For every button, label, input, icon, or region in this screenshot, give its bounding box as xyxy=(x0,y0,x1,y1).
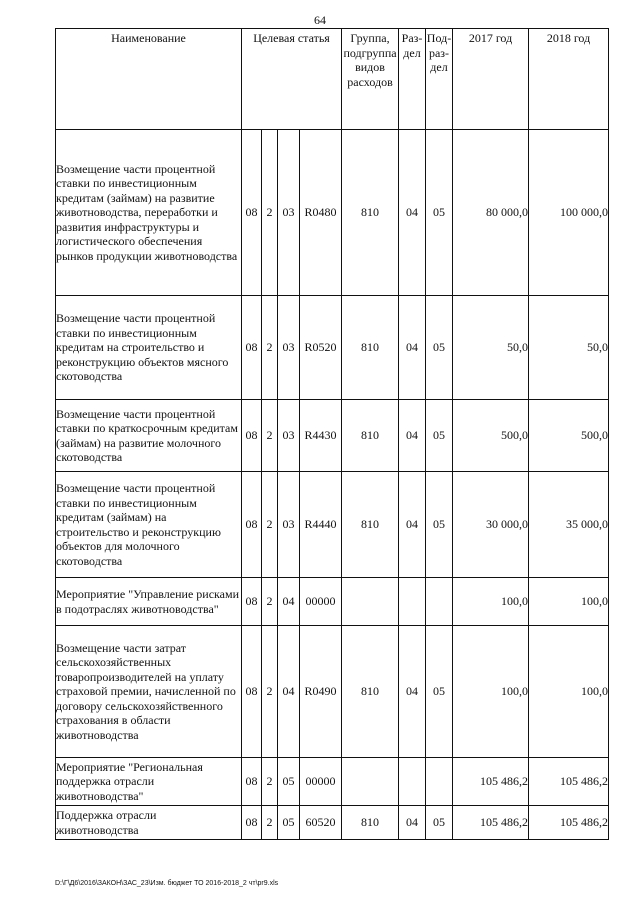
table-row xyxy=(56,806,609,840)
target-part1: 08 xyxy=(242,472,262,578)
target-part4: 00000 xyxy=(300,578,342,626)
row-subsection: 05 xyxy=(426,806,453,840)
target-part3: 04 xyxy=(278,626,300,758)
target-part2: 2 xyxy=(262,130,278,296)
target-part2: 2 xyxy=(262,296,278,400)
row-section: 04 xyxy=(399,296,426,400)
target-part2: 2 xyxy=(262,806,278,840)
row-2018: 105 486,2 xyxy=(529,806,609,840)
target-part3: 03 xyxy=(278,472,300,578)
row-2017: 100,0 xyxy=(453,578,529,626)
row-name: Поддержка отрасли животноводства xyxy=(56,806,242,840)
target-part1: 08 xyxy=(242,758,262,806)
header-2017: 2017 год xyxy=(453,29,529,130)
row-2017: 500,0 xyxy=(453,400,529,472)
row-group: 810 xyxy=(342,472,399,578)
row-section xyxy=(399,758,426,806)
row-group: 810 xyxy=(342,626,399,758)
row-group: 810 xyxy=(342,130,399,296)
target-part4: R0490 xyxy=(300,626,342,758)
row-2018: 100 000,0 xyxy=(529,130,609,296)
target-part4: R4440 xyxy=(300,472,342,578)
target-part3: 05 xyxy=(278,806,300,840)
header-subsection: Под-раз-дел xyxy=(426,29,453,130)
row-group xyxy=(342,578,399,626)
row-subsection: 05 xyxy=(426,626,453,758)
header-target: Целевая статья xyxy=(242,29,342,130)
header-2018: 2018 год xyxy=(529,29,609,130)
target-part3: 03 xyxy=(278,400,300,472)
target-part1: 08 xyxy=(242,626,262,758)
row-subsection xyxy=(426,758,453,806)
table-row xyxy=(56,578,609,626)
row-2018: 35 000,0 xyxy=(529,472,609,578)
header-section: Раз-дел xyxy=(399,29,426,130)
target-part3: 04 xyxy=(278,578,300,626)
table-row xyxy=(56,400,609,472)
target-part2: 2 xyxy=(262,578,278,626)
row-name: Мероприятие "Управление рисками в подотраслях животноводства" xyxy=(56,578,242,626)
row-subsection: 05 xyxy=(426,400,453,472)
row-group: 810 xyxy=(342,400,399,472)
row-name: Возмещение части процентной ставки по краткосрочным кредитам (займам) на развитие молочного скотоводства xyxy=(56,400,242,472)
target-part2: 2 xyxy=(262,400,278,472)
row-2018: 100,0 xyxy=(529,626,609,758)
row-name: Возмещение части процентной ставки по инвестиционным кредитам (займам) на строительство и реконструкцию объектов для молочного скотоводства xyxy=(56,472,242,578)
row-subsection: 05 xyxy=(426,472,453,578)
budget-table xyxy=(55,28,609,840)
row-subsection xyxy=(426,578,453,626)
target-part3: 03 xyxy=(278,296,300,400)
row-2017: 50,0 xyxy=(453,296,529,400)
row-name: Возмещение части затрат сельскохозяйственных товаропроизводителей на уплату страховой премии, начисленной по договору сельскохозяйственного страхования в области животноводства xyxy=(56,626,242,758)
row-subsection: 05 xyxy=(426,130,453,296)
row-section: 04 xyxy=(399,400,426,472)
table-row xyxy=(56,626,609,758)
table-row xyxy=(56,130,609,296)
row-group: 810 xyxy=(342,806,399,840)
table-row xyxy=(56,472,609,578)
row-section: 04 xyxy=(399,472,426,578)
target-part1: 08 xyxy=(242,806,262,840)
file-path-footer: D:\Г\Д6\2016\ЗАКОН\ЗАС_23\Изм. бюджет ТО 2016-2018_2 чт\pr9.xls xyxy=(55,880,279,887)
row-section xyxy=(399,578,426,626)
table-row xyxy=(56,758,609,806)
row-2018: 100,0 xyxy=(529,578,609,626)
row-2017: 105 486,2 xyxy=(453,806,529,840)
target-part3: 03 xyxy=(278,130,300,296)
row-2018: 500,0 xyxy=(529,400,609,472)
target-part3: 05 xyxy=(278,758,300,806)
target-part4: R4430 xyxy=(300,400,342,472)
row-group: 810 xyxy=(342,296,399,400)
row-2017: 80 000,0 xyxy=(453,130,529,296)
target-part2: 2 xyxy=(262,472,278,578)
target-part4: 00000 xyxy=(300,758,342,806)
target-part4: R0480 xyxy=(300,130,342,296)
target-part2: 2 xyxy=(262,758,278,806)
row-group xyxy=(342,758,399,806)
row-2018: 50,0 xyxy=(529,296,609,400)
target-part1: 08 xyxy=(242,296,262,400)
target-part1: 08 xyxy=(242,130,262,296)
target-part4: 60520 xyxy=(300,806,342,840)
row-section: 04 xyxy=(399,626,426,758)
row-name: Мероприятие "Региональная поддержка отрасли животноводства" xyxy=(56,758,242,806)
page-number: 64 xyxy=(314,13,326,27)
row-section: 04 xyxy=(399,130,426,296)
row-name: Возмещение части процентной ставки по инвестиционным кредитам на строительство и реконструкцию объектов мясного скотоводства xyxy=(56,296,242,400)
row-section: 04 xyxy=(399,806,426,840)
table-row xyxy=(56,296,609,400)
row-2017: 30 000,0 xyxy=(453,472,529,578)
header-row xyxy=(56,29,609,130)
row-2017: 100,0 xyxy=(453,626,529,758)
header-group: Группа, подгруппа видов расходов xyxy=(342,29,399,130)
header-name: Наименование xyxy=(56,29,242,130)
row-2017: 105 486,2 xyxy=(453,758,529,806)
row-2018: 105 486,2 xyxy=(529,758,609,806)
row-subsection: 05 xyxy=(426,296,453,400)
row-name: Возмещение части процентной ставки по инвестиционным кредитам (займам) на развитие животноводства, переработки и развития инфраструктуры и логистического обеспечения рынков продукции животноводства xyxy=(56,130,242,296)
target-part1: 08 xyxy=(242,400,262,472)
target-part4: R0520 xyxy=(300,296,342,400)
target-part2: 2 xyxy=(262,626,278,758)
target-part1: 08 xyxy=(242,578,262,626)
